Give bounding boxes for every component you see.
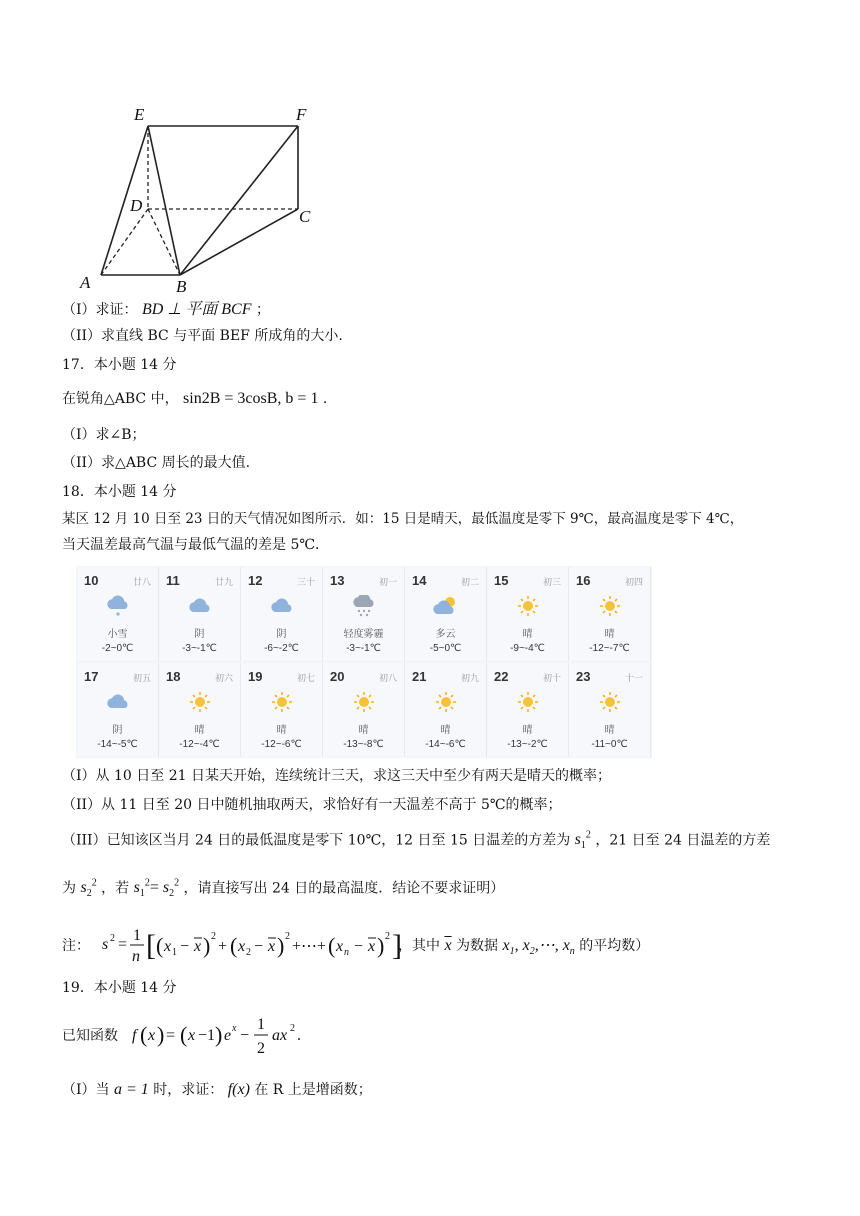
cloud-icon (105, 691, 131, 713)
weather-day-23 (569, 663, 651, 757)
svg-text:(: ( (156, 933, 164, 958)
note-tail (398, 935, 649, 957)
edge-DA (101, 209, 148, 275)
weather-temperature: -13~-8℃ (343, 739, 384, 750)
weather-lunar-date: 初六 (214, 673, 233, 683)
label-A: A (80, 273, 91, 292)
weather-condition: 晴 (522, 725, 533, 736)
svg-text:x: x (232, 1023, 237, 1034)
q19-part1-prefix: （I）当 (62, 1082, 110, 1098)
q19-part1-cond: a = 1 (113, 1081, 149, 1098)
weather-condition: 晴 (358, 725, 369, 736)
svg-text:2: 2 (211, 931, 216, 942)
svg-text:x: x (238, 938, 246, 955)
weather-day-14 (405, 567, 487, 661)
q18-part3-text-c: 为 (62, 880, 76, 897)
weather-temperature: -14~-6℃ (425, 739, 466, 750)
q18-part2: （II）从 11 日至 20 日中随机抽取两天，求恰好有一天温差不高于 5℃的概率； (62, 797, 562, 813)
weather-temperature: -9~-4℃ (510, 643, 545, 654)
q16-part1-prefix: （I）求证： (62, 302, 138, 318)
svg-text:1: 1 (133, 927, 141, 944)
weather-temperature: -14~-5℃ (97, 739, 138, 750)
svg-text:e: e (224, 1027, 232, 1044)
weather-lunar-date: 三十 (296, 577, 315, 587)
weather-day-21 (405, 663, 487, 757)
q19-part1 (62, 1080, 372, 1100)
weather-date: 21 (412, 669, 427, 684)
svg-text:2: 2 (385, 931, 390, 942)
svg-text:f: f (132, 1027, 137, 1044)
weather-day-17 (77, 663, 159, 757)
svg-text:.: . (297, 1027, 301, 1044)
svg-text:1: 1 (257, 1016, 265, 1033)
weather-day-13 (323, 567, 405, 661)
snow-haze-icon (351, 595, 377, 617)
variance-note (62, 925, 822, 965)
q19-fx: f(x) (227, 1081, 250, 1098)
weather-lunar-date: 十一 (624, 673, 643, 683)
q18-part1: （I）从 10 日至 21 日某天开始，连续统计三天，求这三天中至少有两天是晴天的概率； (62, 768, 611, 784)
sun-icon (597, 691, 623, 713)
svg-text:(: ( (328, 933, 336, 958)
weather-temperature: -11~0℃ (591, 739, 628, 750)
weather-day-15 (487, 567, 569, 661)
svg-text:(: ( (140, 1022, 148, 1047)
svg-text:ax: ax (272, 1027, 288, 1044)
weather-date: 20 (330, 669, 345, 684)
svg-text:s: s (102, 936, 109, 953)
note-suffix2: 为数据 (456, 938, 499, 954)
cloud-icon (269, 595, 295, 617)
weather-condition: 轻度雾霾 (343, 629, 384, 640)
sun-icon (597, 595, 623, 617)
weather-temperature: -3~-1℃ (182, 643, 217, 654)
sun-icon (433, 691, 459, 713)
q19-stem (62, 1012, 462, 1058)
svg-text:2: 2 (257, 1040, 265, 1057)
svg-text:x: x (164, 938, 172, 955)
weather-date: 13 (330, 573, 345, 588)
q16-part1-math: BD ⊥ 平面 BCF (141, 301, 252, 318)
q17-stem (62, 389, 327, 409)
label-C: C (299, 207, 311, 226)
svg-text:): ) (215, 1022, 223, 1047)
weather-day-19 (241, 663, 323, 757)
weather-date: 15 (494, 573, 509, 588)
q16-part1-suffix: ； (255, 302, 270, 318)
weather-temperature: -6~-2℃ (264, 643, 299, 654)
s2-squared: $s_2^2$ (80, 878, 97, 900)
label-B: B (176, 277, 187, 295)
sun-icon (187, 691, 213, 713)
weather-lunar-date: 初一 (378, 577, 397, 587)
svg-text:x: x (268, 938, 276, 955)
weather-date: 23 (576, 669, 591, 684)
weather-condition: 阴 (194, 629, 205, 640)
svg-text:x: x (336, 938, 344, 955)
q18-part3-text-b: ，21 日至 24 日温差的方差 (595, 832, 771, 849)
prism-figure (70, 100, 330, 295)
svg-text:2: 2 (110, 933, 115, 944)
weather-condition: 晴 (194, 725, 205, 736)
label-E: E (134, 105, 145, 124)
weather-lunar-date: 初二 (460, 577, 479, 587)
weather-date: 11 (166, 573, 180, 588)
q18-header: 18．本小题 14 分 (62, 484, 177, 500)
q17-header: 17．本小题 14 分 (62, 357, 177, 373)
weather-day-10 (77, 567, 159, 661)
q18-part3-text-e: ，请直接写出 24 日的最高温度．结论不要求证明） (183, 880, 505, 897)
weather-date: 16 (576, 573, 591, 588)
weather-condition: 晴 (440, 725, 451, 736)
weather-date: 10 (84, 573, 99, 588)
q19-function (130, 1012, 390, 1058)
weather-temperature: -12~-6℃ (261, 739, 302, 750)
svg-text:−: − (240, 1027, 250, 1044)
svg-text:2: 2 (246, 947, 251, 958)
svg-text:n: n (344, 947, 349, 958)
svg-text:1: 1 (172, 947, 177, 958)
weather-temperature: -13~-2℃ (507, 739, 548, 750)
light-snow-icon (105, 595, 131, 617)
edge-DB (148, 209, 180, 275)
weather-date: 18 (166, 669, 181, 684)
x-bar: $\overline{x}$ (444, 937, 452, 954)
svg-text:−1: −1 (198, 1027, 216, 1044)
weather-condition: 晴 (276, 725, 287, 736)
q19-stem-prefix: 已知函数 (62, 1028, 118, 1044)
svg-text:(: ( (230, 933, 238, 958)
weather-date: 12 (248, 573, 263, 588)
weather-date: 19 (248, 669, 263, 684)
svg-text:): ) (157, 1022, 165, 1047)
q18-stem-line2: 当天温差最高气温与最低气温的差是 5℃． (62, 537, 330, 553)
edge-EB (148, 126, 180, 275)
weather-lunar-date: 初十 (542, 673, 561, 683)
weather-temperature: -12~-7℃ (589, 643, 630, 654)
q19-part1-suffix: 在 R 上是增函数； (254, 1082, 372, 1098)
weather-condition: 晴 (604, 629, 615, 640)
q19-part1-mid: 时，求证： (153, 1082, 224, 1098)
q18-part3-text-d: ，若 (101, 880, 130, 897)
weather-temperature: -5~0℃ (429, 643, 462, 654)
weather-lunar-date: 初五 (132, 673, 151, 683)
q18-part3-text-a: （III）已知该区当月 24 日的最低温度是零下 10℃，12 日至 15 日温差的方差为 (62, 832, 571, 849)
svg-text:−: − (254, 938, 264, 955)
svg-text:+⋯+: +⋯+ (292, 938, 327, 955)
weather-day-18 (159, 663, 241, 757)
svg-text:x: x (188, 1027, 196, 1044)
q19-header: 19．本小题 14 分 (62, 980, 177, 996)
svg-text:[: [ (146, 929, 156, 962)
svg-text:=: = (166, 1027, 176, 1044)
q18-stem-line1: 某区 12 月 10 日至 23 日的天气情况如图所示．如：15 日是晴天，最低温度是零下 9℃，最高温度是零下 4℃， (62, 511, 744, 527)
q16-part2: （II）求直线 BC 与平面 BEF 所成角的大小. (62, 328, 343, 344)
svg-text:]: ] (392, 929, 402, 962)
label-F: F (296, 105, 307, 124)
note-suffix: ，其中 (398, 938, 440, 954)
weather-lunar-date: 初七 (296, 673, 315, 683)
weather-lunar-date: 廿九 (214, 577, 233, 587)
svg-text:−: − (354, 938, 364, 955)
weather-condition: 阴 (112, 725, 123, 736)
note-prefix: 注： (62, 938, 90, 954)
q18-part3-line2 (62, 874, 504, 905)
weather-date: 14 (412, 573, 427, 588)
weather-condition: 阴 (276, 629, 287, 640)
cloud-icon (187, 595, 213, 617)
weather-day-11 (159, 567, 241, 661)
weather-condition: 晴 (604, 725, 615, 736)
svg-text:(: ( (180, 1022, 188, 1047)
q17-stem-prefix: 在锐角△ABC 中， (62, 391, 179, 407)
weather-day-12 (241, 567, 323, 661)
svg-text:): ) (277, 933, 285, 958)
svg-text:n: n (132, 948, 140, 965)
variance-equality: $s_1^2= s_2^2$ (133, 878, 180, 900)
weather-lunar-date: 初三 (542, 577, 561, 587)
data-list: $x_1$, $x_2,\cdots$, $x_n$ (502, 937, 575, 958)
edge-BC (180, 209, 298, 275)
sun-icon (515, 691, 541, 713)
svg-text:): ) (203, 933, 211, 958)
q17-stem-suffix: . (322, 391, 328, 407)
note-suffix3: 的平均数） (579, 938, 650, 954)
q17-part2: （II）求△ABC 周长的最大值. (62, 455, 251, 471)
svg-text:+: + (218, 938, 228, 955)
weather-date: 17 (84, 669, 99, 684)
weather-temperature: -12~-4℃ (179, 739, 220, 750)
svg-text:=: = (118, 936, 128, 953)
s1-squared: $s_1^2$ (574, 830, 591, 852)
svg-text:−: − (180, 938, 190, 955)
sun-icon (351, 691, 377, 713)
q17-stem-math: sin2B = 3cosB, b = 1 (183, 390, 319, 407)
q16-part1 (62, 300, 270, 320)
svg-text:x: x (194, 938, 202, 955)
svg-text:x: x (368, 938, 376, 955)
weather-day-16 (569, 567, 651, 661)
weather-condition: 小雪 (107, 629, 128, 640)
svg-text:): ) (377, 933, 385, 958)
sun-icon (515, 595, 541, 617)
weather-table (76, 566, 652, 758)
weather-lunar-date: 初九 (460, 673, 479, 683)
weather-day-20 (323, 663, 405, 757)
weather-temperature: -2~0℃ (101, 643, 134, 654)
weather-lunar-date: 廿八 (132, 577, 151, 587)
weather-lunar-date: 初八 (378, 673, 397, 683)
weather-day-22 (487, 663, 569, 757)
weather-condition: 多云 (435, 629, 456, 640)
weather-temperature: -3~-1℃ (346, 643, 381, 654)
q17-part1: （I）求∠B； (62, 427, 146, 443)
sun-icon (269, 691, 295, 713)
weather-lunar-date: 初四 (624, 577, 643, 587)
svg-text:2: 2 (290, 1023, 295, 1034)
svg-text:x: x (148, 1027, 156, 1044)
q18-part3-line1 (62, 826, 770, 857)
weather-condition: 晴 (522, 629, 533, 640)
weather-date: 22 (494, 669, 509, 684)
svg-text:2: 2 (285, 931, 290, 942)
partly-cloudy-icon (433, 595, 459, 617)
edge-BF (180, 126, 298, 275)
label-D: D (130, 196, 143, 215)
